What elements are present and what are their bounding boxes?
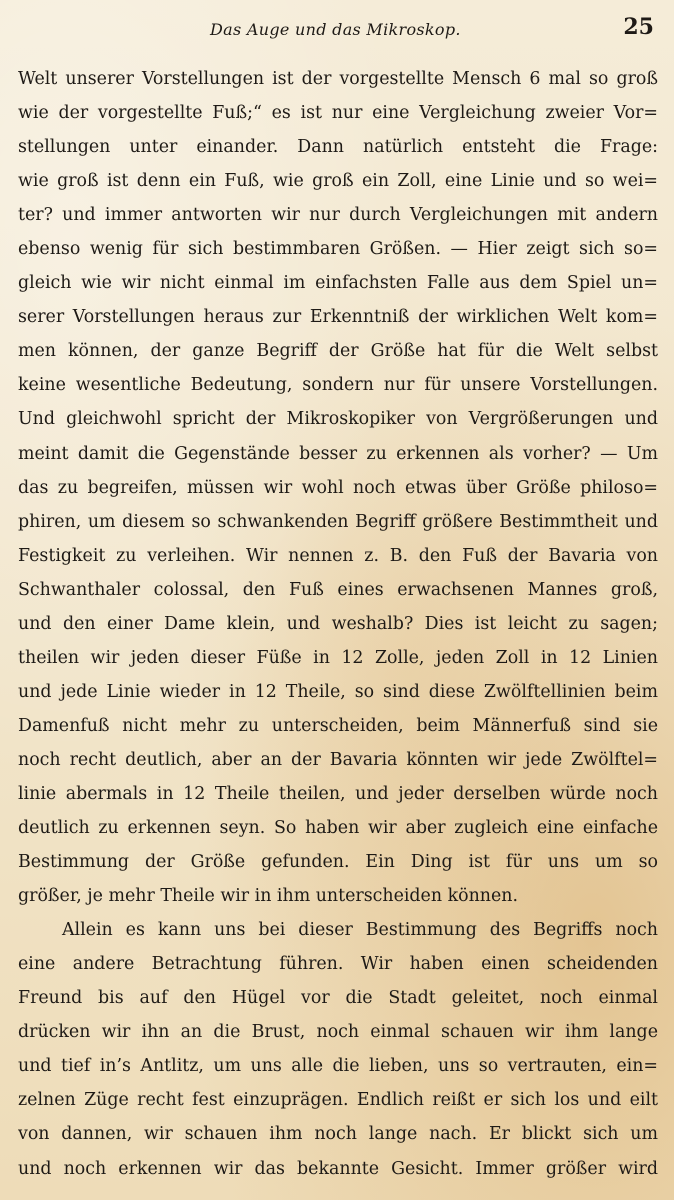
text-line: serer Vorstellungen heraus zur Erkenntniß der wirklichen Welt kom=: [18, 307, 658, 328]
text-line: Schwanthaler colossal, den Fuß eines erwachsenen Mannes groß,: [18, 579, 658, 600]
text-line: deutlich zu erkennen seyn. So haben wir aber zugleich eine einfache: [18, 818, 658, 839]
text-line: phiren, um diesem so schwankenden Begriff größere Bestimmtheit und: [18, 511, 658, 532]
body-text: [18, 62, 658, 1186]
text-line: theilen wir jeden dieser Füße in 12 Zolle, jeden Zoll in 12 Linien: [18, 647, 658, 668]
text-line: Damenfuß nicht mehr zu unterscheiden, beim Männerfuß sind sie: [18, 715, 658, 736]
text-line: Allein es kann uns bei dieser Bestimmung des Begriffs noch: [62, 920, 658, 941]
text-line: noch recht deutlich, aber an der Bavaria könnten wir jede Zwölftel=: [18, 749, 658, 770]
text-line: keine wesentliche Bedeutung, sondern nur für unsere Vorstellungen.: [18, 375, 658, 396]
text-line: Freund bis auf den Hügel vor die Stadt geleitet, noch einmal: [18, 988, 658, 1009]
text-line: das zu begreifen, müssen wir wohl noch etwas über Größe philoso=: [18, 477, 658, 498]
text-line: eine andere Betrachtung führen. Wir haben einen scheidenden: [18, 954, 658, 975]
page-number: 25: [623, 14, 654, 40]
text-line: von dannen, wir schauen ihm noch lange nach. Er blickt sich um: [18, 1124, 658, 1145]
paragraph-2: [18, 913, 658, 1185]
running-title: Das Auge und das Mikroskop.: [210, 20, 461, 39]
text-line: und den einer Dame klein, und weshalb? Dies ist leicht zu sagen;: [18, 613, 658, 634]
text-line: Bestimmung der Größe gefunden. Ein Ding ist für uns um so: [18, 852, 658, 873]
paragraph-1: [18, 62, 658, 913]
text-line: ebenso wenig für sich bestimmbaren Größen. — Hier zeigt sich so=: [18, 239, 658, 260]
text-line: und noch erkennen wir das bekannte Gesicht. Immer größer wird: [18, 1158, 658, 1179]
text-line: drücken wir ihn an die Brust, noch einmal schauen wir ihm lange: [18, 1022, 658, 1043]
text-line: Festigkeit zu verleihen. Wir nennen z. B. den Fuß der Bavaria von: [18, 545, 658, 566]
text-line: stellungen unter einander. Dann natürlich entsteht die Frage:: [18, 137, 658, 158]
text-line: wie groß ist denn ein Fuß, wie groß ein Zoll, eine Linie und so wei=: [18, 171, 658, 192]
text-line: größer, je mehr Theile wir in ihm unterscheiden können.: [18, 886, 519, 907]
text-line: und tief in’s Antlitz, um uns alle die lieben, uns so vertrauten, ein=: [18, 1056, 658, 1077]
text-line: und jede Linie wieder in 12 Theile, so sind diese Zwölftellinien beim: [18, 681, 658, 702]
text-line: ter? und immer antworten wir nur durch Vergleichungen mit andern: [18, 205, 658, 226]
running-head: [0, 12, 674, 48]
text-line: wie der vorgestellte Fuß;“ es ist nur eine Vergleichung zweier Vor=: [18, 103, 658, 124]
text-line: meint damit die Gegenstände besser zu erkennen als vorher? — Um: [18, 443, 658, 464]
text-line: zelnen Züge recht fest einzuprägen. Endlich reißt er sich los und eilt: [18, 1090, 658, 1111]
text-line: men können, der ganze Begriff der Größe hat für die Welt selbst: [18, 341, 658, 362]
text-line: linie abermals in 12 Theile theilen, und jeder derselben würde noch: [18, 783, 658, 804]
text-line: Welt unserer Vorstellungen ist der vorgestellte Mensch 6 mal so groß: [18, 69, 658, 89]
text-line: gleich wie wir nicht einmal im einfachsten Falle aus dem Spiel un=: [18, 273, 658, 294]
text-line: Und gleichwohl spricht der Mikroskopiker von Vergrößerungen und: [18, 409, 658, 430]
